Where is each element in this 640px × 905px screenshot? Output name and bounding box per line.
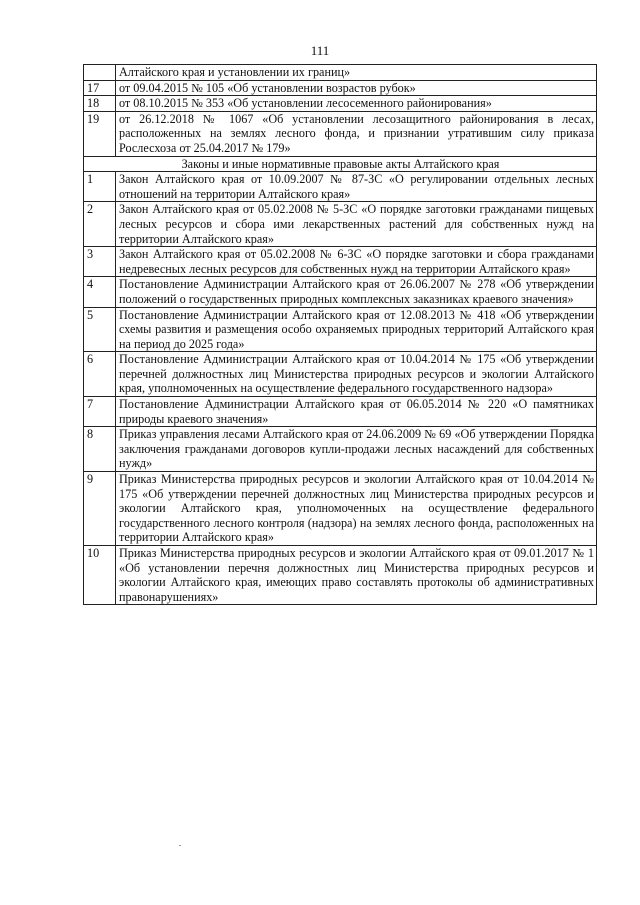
scan-speck [179, 845, 181, 846]
table-row [84, 546, 597, 605]
row-text-cell: Алтайского края и установлении их границ» [116, 65, 597, 81]
table-row [84, 277, 597, 307]
table-row [84, 65, 597, 81]
legal-acts-table [83, 64, 597, 605]
row-number-cell: 10 [84, 546, 116, 605]
page-number: 111 [310, 43, 330, 58]
row-number-cell: 17 [84, 80, 116, 96]
row-number-cell: 5 [84, 307, 116, 352]
row-text-cell: Закон Алтайского края от 10.09.2007 № 87-ЗС «О регулировании отдельных лесных отношений на территории Алтайского края» [116, 172, 597, 202]
row-text-cell: Постановление Администрации Алтайского края от 10.04.2014 № 175 «Об утверждении перечней должностных лиц Министерства природных ресурсов и экологии Алтайского края, уполномоченных на осуществление федерального государственного надзора» [116, 352, 597, 397]
row-text-cell: Постановление Администрации Алтайского края от 12.08.2013 № 418 «Об утверждении схемы развития и размещения особо охраняемых природных территорий Алтайского края на период до 2025 года» [116, 307, 597, 352]
row-number-cell: 6 [84, 352, 116, 397]
row-number-cell: 8 [84, 427, 116, 472]
table-row [84, 96, 597, 112]
row-text-cell: Постановление Администрации Алтайского края от 26.06.2007 № 278 «Об утверждении положений о государственных природных комплексных заказниках краевого значения» [116, 277, 597, 307]
table-row [84, 80, 597, 96]
row-number-cell [84, 65, 116, 81]
row-text-cell: Приказ Министерства природных ресурсов и экологии Алтайского края от 09.01.2017 № 1 «Об установлении перечня должностных лиц Министерства природных ресурсов и экологии Алтайского края, имеющих право составлять протоколы об административных правонарушениях» [116, 546, 597, 605]
table-row [84, 307, 597, 352]
row-text-cell: Постановление Администрации Алтайского края от 06.05.2014 № 220 «О памятниках природы краевого значения» [116, 397, 597, 427]
table-row [84, 202, 597, 247]
legal-acts-table-body [84, 65, 597, 605]
row-number-cell: 2 [84, 202, 116, 247]
row-text-cell: от 08.10.2015 № 353 «Об установлении лесосеменного районирования» [116, 96, 597, 112]
row-number-cell: 3 [84, 247, 116, 277]
section-heading-row [84, 156, 597, 172]
table-row [84, 472, 597, 546]
row-text-cell: Приказ Министерства природных ресурсов и экологии Алтайского края от 10.04.2014 № 175 «Об утверждении перечней должностных лиц Министерства природных ресурсов и экологии Алтайского края, уполномоченных на осуществление федерального государственного лесного контроля (надзора) на землях лесного фонда, расположенных на территории Алтайского края» [116, 472, 597, 546]
row-number-cell: 7 [84, 397, 116, 427]
row-text-cell: от 26.12.2018 № 1067 «Об установлении лесозащитного районирования в лесах, расположенных на землях лесного фонда, и признании утратившим силу приказа Рослесхоза от 25.04.2017 № 179» [116, 111, 597, 156]
row-text-cell: Приказ управления лесами Алтайского края от 24.06.2009 № 69 «Об утверждении Порядка заключения гражданами договоров купли-продажи лесных насаждений для собственных нужд» [116, 427, 597, 472]
row-number-cell: 19 [84, 111, 116, 156]
table-row [84, 111, 597, 156]
table-row [84, 427, 597, 472]
row-number-cell: 1 [84, 172, 116, 202]
row-number-cell: 18 [84, 96, 116, 112]
table-row [84, 397, 597, 427]
section-heading: Законы и иные нормативные правовые акты Алтайского края [84, 156, 597, 172]
table-row [84, 172, 597, 202]
row-text-cell: от 09.04.2015 № 105 «Об установлении возрастов рубок» [116, 80, 597, 96]
row-text-cell: Закон Алтайского края от 05.02.2008 № 6-ЗС «О порядке заготовки и сбора гражданами недревесных лесных ресурсов для собственных нужд на территории Алтайского края» [116, 247, 597, 277]
row-number-cell: 9 [84, 472, 116, 546]
row-text-cell: Закон Алтайского края от 05.02.2008 № 5-ЗС «О порядке заготовки гражданами пищевых лесных ресурсов и сбора ими лекарственных растений для собственных нужд на территории Алтайского края» [116, 202, 597, 247]
table-row [84, 352, 597, 397]
table-row [84, 247, 597, 277]
row-number-cell: 4 [84, 277, 116, 307]
